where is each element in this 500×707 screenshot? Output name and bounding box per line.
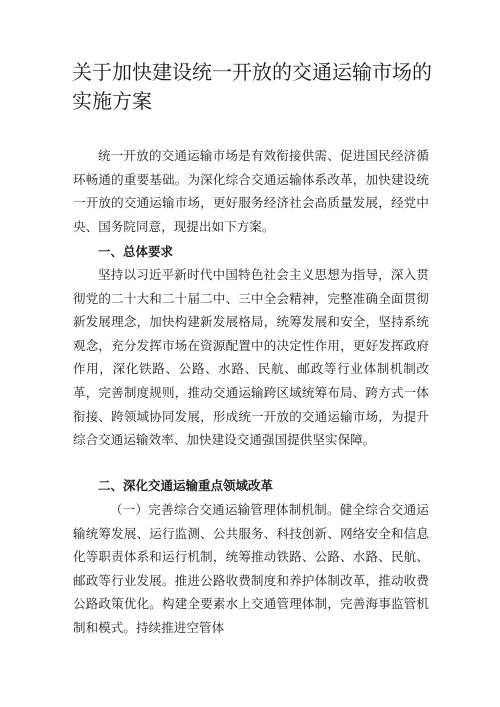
section-paragraph-overall-requirements: 坚持以习近平新时代中国特色社会主义思想为指导，深入贯彻党的二十大和二十届二中、三中全会精神，完整准确全面贯彻新发展理念，加快构建新发展格局，统筹发展和安全，坚持系统观念，充分发挥市场在资源配置中的决定性作用，更好发挥政府作用，深化铁路、公路、水路、民航、邮政等行业体制机制改革，完善制度规则，推动交通运输跨区域统筹布局、跨方式一体衔接、跨领域协同发展，形成统一开放的交通运输市场，为提升综合交通运输效率、加快建设交通强国提供坚实保障。 <box>73 267 429 448</box>
intro-paragraph: 统一开放的交通运输市场是有效衔接供需、促进国民经济循环畅通的重要基础。为深化综合交通运输体系改革，加快建设统一开放的交通运输市场，更好服务经济社会高质量发展，经党中央、国务院同意，现提出如下方案。 <box>73 148 429 234</box>
section-heading-overall-requirements: 一、总体要求 <box>98 244 174 259</box>
section-paragraph-key-reforms: （一）完善综合交通运输管理体制机制。健全综合交通运输统筹发展、运行监测、公共服务、科技创新、网络安全和信息化等职责体系和运行机制，统筹推动铁路、公路、水路、民航、邮政等行业发展。推进公路收费制度和养护体制改革，推动收费公路政策优化。构建全要素水上交通管理体制，完善海事监管机制和模式。持续推进空管体 <box>73 502 429 635</box>
document-title: 关于加快建设统一开放的交通运输市场的实施方案 <box>72 60 432 113</box>
section-heading-key-reforms: 二、深化交通运输重点领域改革 <box>98 478 274 493</box>
